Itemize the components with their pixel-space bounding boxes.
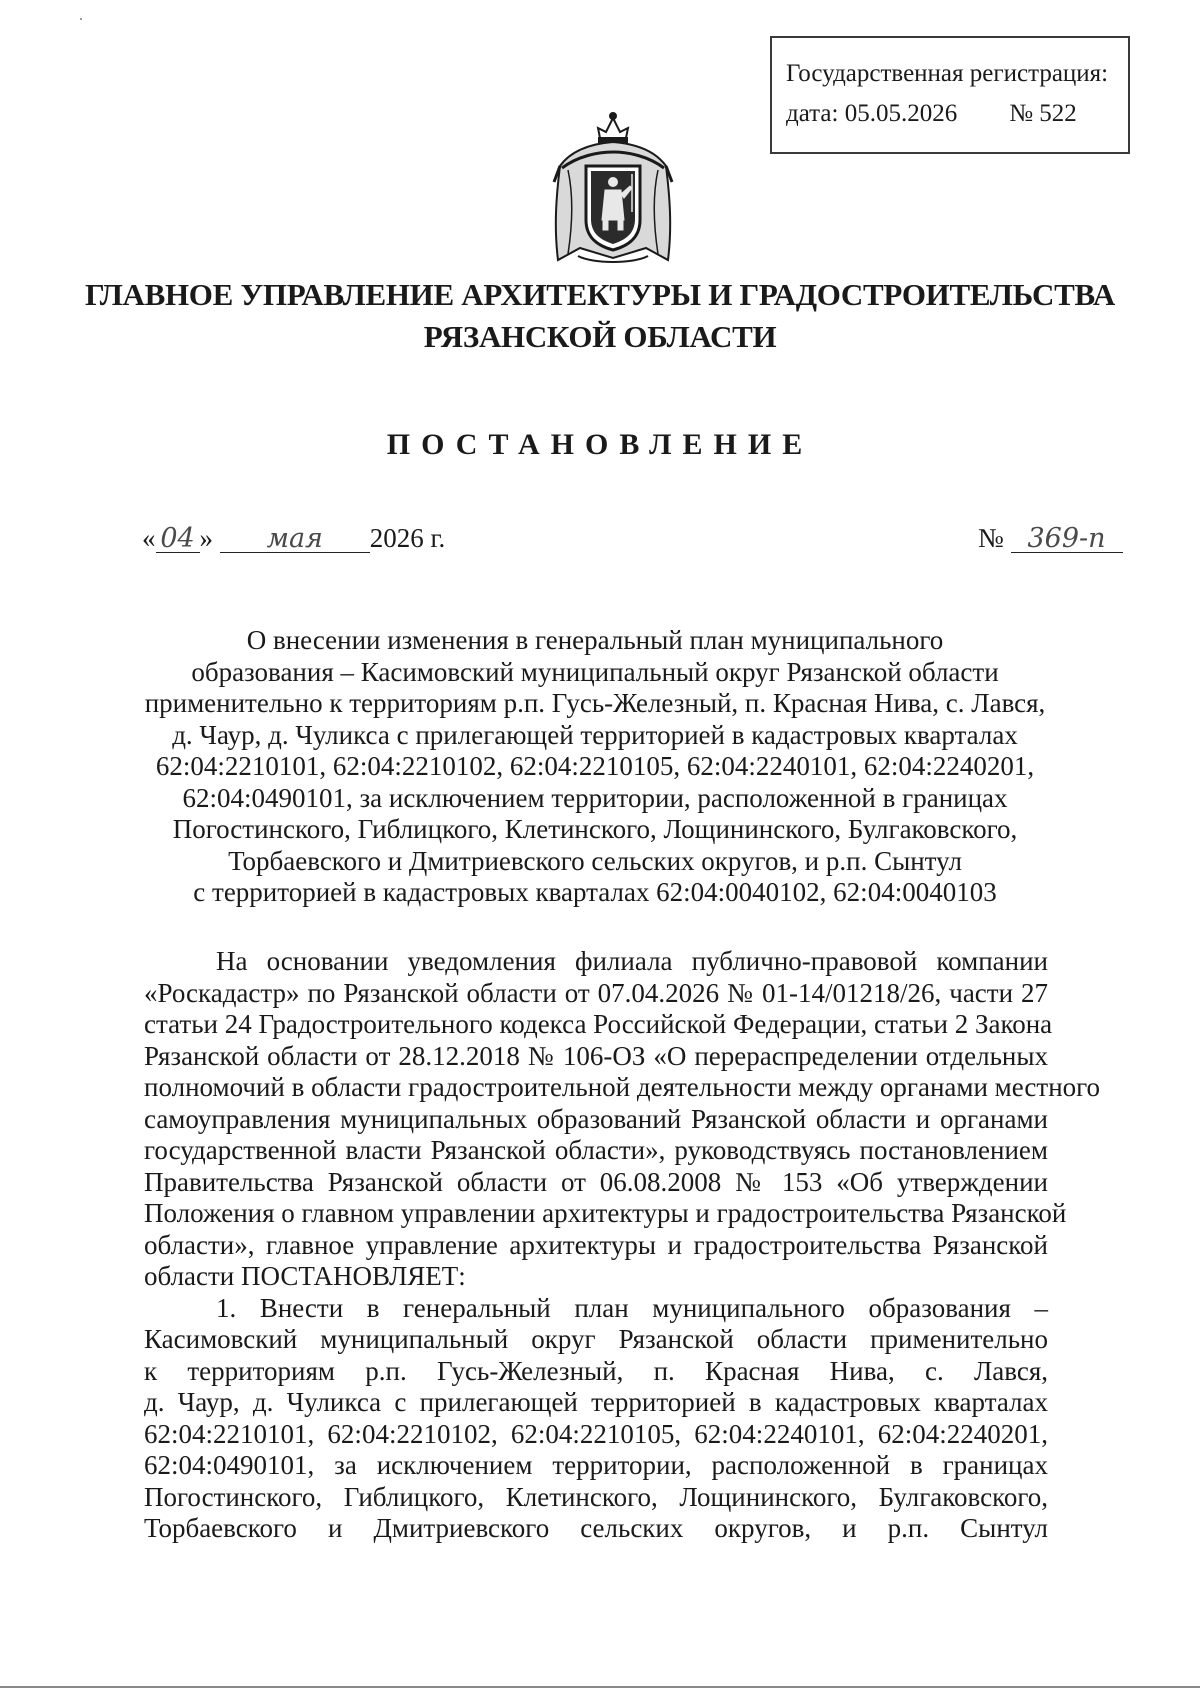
subject-line: Торбаевского и Дмитриевского сельских округов, и р.п. Сынтул xyxy=(228,845,962,876)
body-line: государственной власти Рязанской области», руководствуясь постановлением xyxy=(144,1135,1048,1165)
document-number xyxy=(978,523,1123,554)
registration-stamp xyxy=(770,36,1130,154)
body-line: области», главное управление архитектуры и градостроительства Рязанской xyxy=(144,1229,1048,1260)
body-line: Положения о главном управлении архитектуры и градостроительства Рязанской xyxy=(144,1198,1067,1228)
clause-1-line: д. Чаур, д. Чуликса с прилегающей территорией в кадастровых кварталах xyxy=(144,1387,1048,1417)
registration-number: № 522 xyxy=(1009,100,1077,127)
date-month-handwritten: мая xyxy=(220,525,370,553)
body-line: «Роскадастр» по Рязанской области от 07.04.2026 № 01-14/01218/26, части 27 xyxy=(144,977,1048,1008)
body-line: Рязанской области от 28.12.2018 № 106-ОЗ «О перераспределении отдельных xyxy=(144,1040,1048,1071)
body-line: статьи 24 Градостроительного кодекса Российской Федерации, статьи 2 Закона xyxy=(144,1009,1053,1039)
subject-line: 62:04:2210101, 62:04:2210102, 62:04:2210105, 62:04:2240101, 62:04:2240201, xyxy=(155,751,1035,781)
document-type: ПОСТАНОВЛЕНИЕ xyxy=(386,428,814,461)
clause-1-line: 1. Внести в генеральный план муниципального образования – xyxy=(216,1292,1048,1323)
registration-date: дата: 05.05.2026 xyxy=(786,100,958,127)
body-line: самоуправления муниципальных образований Рязанской области и органами xyxy=(144,1103,1048,1134)
document-subject xyxy=(140,625,1050,909)
clause-1-line: 62:04:2210101, 62:04:2210102, 62:04:2210105, 62:04:2240101, 62:04:2240201, xyxy=(144,1418,1048,1449)
subject-line: Погостинского, Гиблицкого, Клетинского, Лощининского, Булгаковского, xyxy=(172,814,1018,844)
body-line: Правительства Рязанской области от 06.08.2008 № 153 «Об утверждении xyxy=(144,1166,1048,1197)
agency-title-line-2: РЯЗАНСКОЙ ОБЛАСТИ xyxy=(423,318,777,354)
agency-title-line-1: ГЛАВНОЕ УПРАВЛЕНИЕ АРХИТЕКТУРЫ И ГРАДОСТРОИТЕЛЬСТВА xyxy=(84,277,1115,312)
body-line: полномочий в области градостроительной деятельности между органами местного xyxy=(144,1072,1101,1102)
subject-line: с территорией в кадастровых кварталах 62:04:0040102, 62:04:0040103 xyxy=(193,877,997,907)
subject-line: образования – Касимовский муниципальный округ Рязанской области xyxy=(191,656,999,687)
clause-1-line: к территориям р.п. Гусь-Железный, п. Красная Нива, с. Лався, xyxy=(144,1355,1048,1386)
date-open-quote: « xyxy=(142,523,156,553)
clause-1-line: Торбаевского и Дмитриевского сельских округов, и р.п. Сынтул xyxy=(144,1513,1048,1543)
body-line: области ПОСТАНОВЛЯЕТ: xyxy=(144,1261,466,1291)
subject-line: д. Чаур, д. Чуликса с прилегающей территорией в кадастровых кварталах xyxy=(172,719,1018,750)
document-date xyxy=(142,523,445,554)
number-prefix: № xyxy=(978,523,1004,553)
clause-1-line: 62:04:0490101, за исключением территории, расположенной в границах xyxy=(144,1450,1048,1480)
registration-details xyxy=(786,94,1128,134)
body-line: На основании уведомления филиала публично-правовой компании xyxy=(216,946,1048,976)
subject-line: применительно к территориям р.п. Гусь-Железный, п. Красная Нива, с. Лався, xyxy=(144,688,1046,718)
clause-1-line: Погостинского, Гиблицкого, Клетинского, Лощининского, Булгаковского, xyxy=(144,1481,1048,1512)
date-year: 2026 г. xyxy=(369,523,446,553)
scan-speck xyxy=(80,18,82,20)
coat-of-arms-icon xyxy=(548,108,678,270)
document-body xyxy=(144,946,1101,1545)
registration-title: Государственная регистрация: xyxy=(786,60,1109,87)
number-value-handwritten: 369-п xyxy=(1011,525,1123,553)
clause-1-line: Касимовский муниципальный округ Рязанской области применительно xyxy=(144,1324,1048,1354)
subject-line: 62:04:0490101, за исключением территории, расположенной в границах xyxy=(182,782,1008,813)
page-bottom-edge xyxy=(0,1686,1200,1688)
subject-line: О внесении изменения в генеральный план муниципального xyxy=(246,625,944,655)
date-day-handwritten: 04 xyxy=(156,525,200,553)
agency-title xyxy=(0,274,1200,358)
date-close-quote: » xyxy=(199,523,213,553)
